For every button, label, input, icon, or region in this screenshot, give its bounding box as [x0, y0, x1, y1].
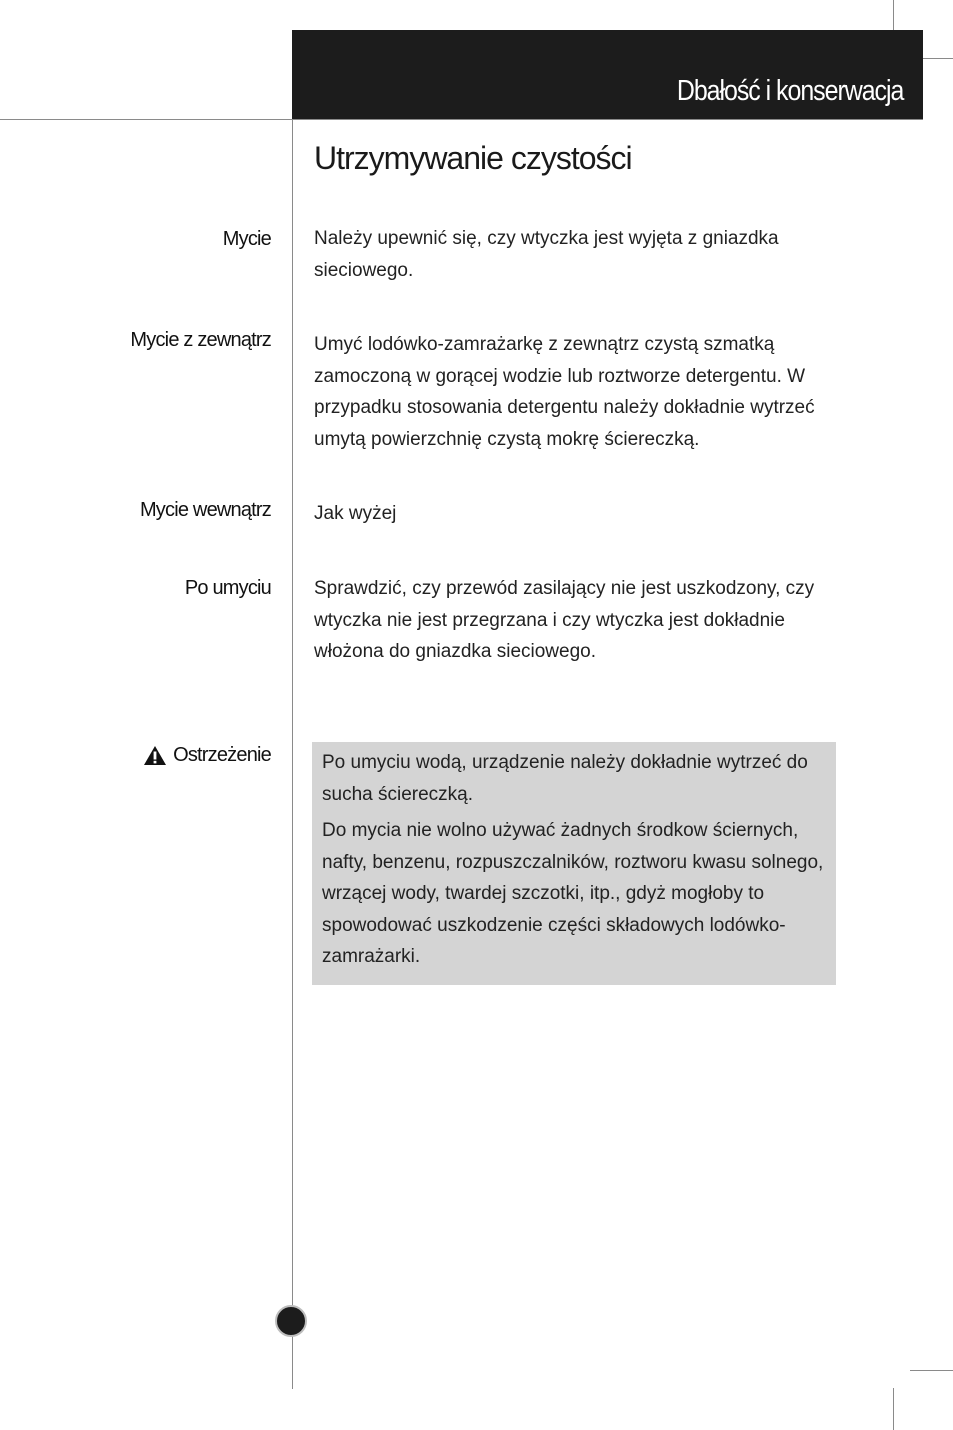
warning-text-2: Do mycia nie wolno używać żadnych środkow ściernych, nafty, benzenu, rozpuszczalników, roztworu kwasu solnego, wrzącej wody, twardej szczotki, itp., gdyż mogłoby to spowodować uszkodzenie części składowych lodówko-zamrażarki.	[322, 820, 824, 967]
warning-text-1: Po umyciu wodą, urządzenie należy dokładnie wytrzeć do sucha ściereczką.	[322, 752, 808, 805]
section-text-mycie-z-zewnatrz: Umyć lodówko-zamrażarkę z zewnątrz czystą szmatką zamoczoną w gorącej wodzie lub roztworze detergentu. W przypadku stosowania detergentu należy dokładnie wytrzeć umytą powierzchnię czystą mokrę ściereczką.	[314, 334, 815, 450]
warning-triangle-icon	[143, 745, 167, 766]
section-label-po-umyciu: Po umyciu	[184, 577, 271, 599]
section-text-mycie-wewnatrz: Jak wyżej	[314, 503, 397, 524]
warning-label	[143, 744, 271, 767]
page-marker-dot	[275, 1305, 307, 1337]
section-label-mycie-wewnatrz: Mycie wewnątrz	[139, 499, 271, 521]
warning-box	[312, 742, 836, 985]
section-text-mycie: Należy upewnić się, czy wtyczka jest wyjęta z gniazdka sieciowego.	[314, 228, 779, 281]
section-label-mycie: Mycie	[222, 228, 271, 250]
crop-mark-right-top	[923, 58, 953, 59]
column-divider	[292, 119, 293, 1389]
section-text-po-umyciu: Sprawdzić, czy przewód zasilający nie jest uszkodzony, czy wtyczka nie jest przegrzana i czy wtyczka jest dokładnie włożona do gniazdka sieciowego.	[314, 578, 815, 662]
warning-label-text: Ostrzeżenie	[173, 744, 271, 766]
header-rule	[0, 119, 923, 120]
header-title: Dbałość i konserwacja	[676, 75, 903, 107]
section-label-mycie-z-zewnatrz: Mycie z zewnątrz	[130, 329, 271, 351]
crop-mark-top	[893, 0, 894, 30]
crop-mark-bottom	[893, 1388, 894, 1430]
crop-mark-right-bottom	[910, 1370, 953, 1371]
page-title: Utrzymywanie czystości	[314, 140, 632, 176]
